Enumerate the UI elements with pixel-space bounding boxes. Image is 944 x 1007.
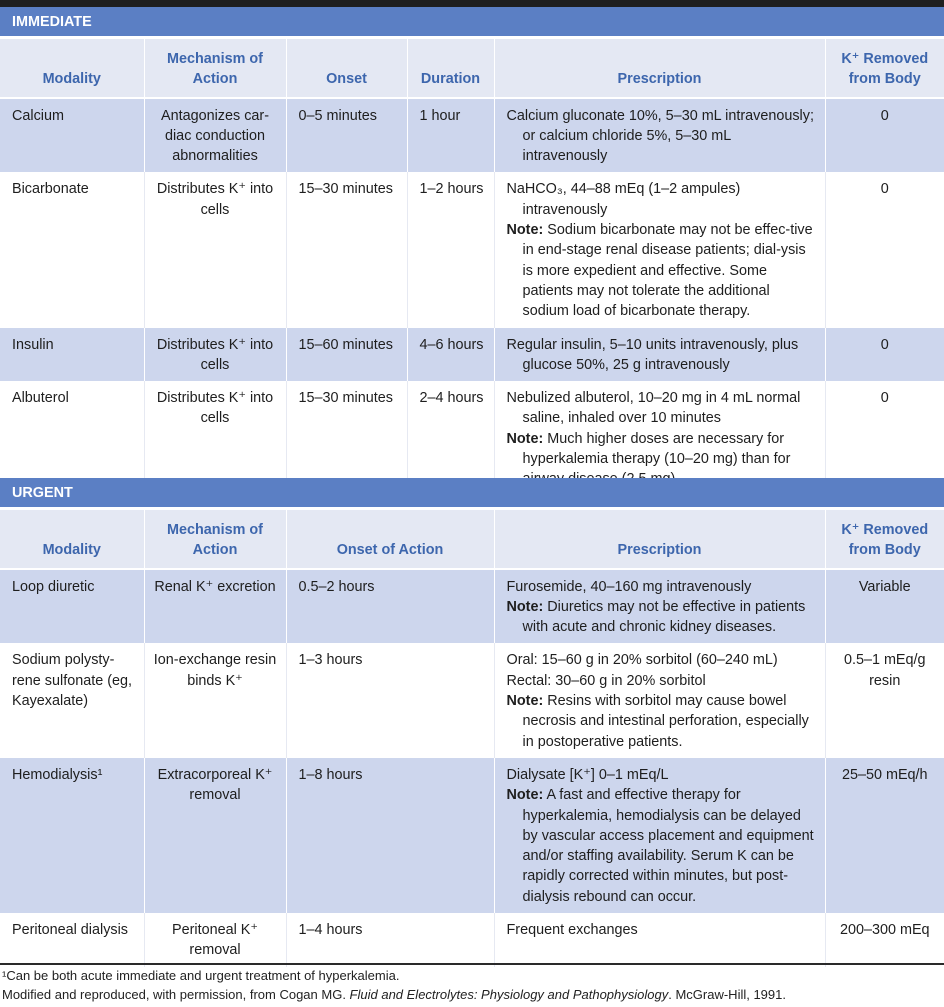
cell-removed: 200–300 mEq (825, 913, 944, 967)
note-text: Diuretics may not be effective in patients with acute and chronic kidney diseases. (522, 598, 806, 636)
cell-modality: Calcium (0, 98, 144, 173)
cell-mechanism: Distributes K⁺ into cells (144, 172, 286, 327)
table-row (0, 328, 944, 382)
cell-prescription (494, 758, 825, 913)
note-label: Note: (506, 598, 544, 615)
column-header: K⁺ Removed from Body (825, 38, 944, 98)
note-text: Resins with sorbitol may cause bowel necrosis and intestinal perforation, especially in postoperative patients. (522, 693, 809, 750)
cell-prescription (494, 913, 825, 967)
prescription-line: NaHCO₃, 44–88 mEq (1–2 ampules) intravenously (506, 181, 741, 218)
footnote-1: ¹Can be both acute immediate and urgent treatment of hyperkalemia. (2, 968, 400, 983)
prescription-line: Oral: 15–60 g in 20% sorbitol (60–240 mL) (506, 652, 778, 669)
table-row (0, 172, 944, 327)
prescription-note (507, 597, 819, 638)
cell-onset: 15–60 minutes (286, 328, 407, 382)
column-header: Modality (0, 509, 144, 569)
urgent-table (0, 478, 944, 967)
cell-prescription (494, 98, 825, 173)
column-header: Mechanism of Action (144, 38, 286, 98)
prescription-line: Calcium gluconate 10%, 5–30 mL intravenously; or calcium chloride 5%, 5–30 mL intravenously (506, 107, 814, 165)
column-header: Duration (407, 38, 494, 98)
prescription-line: Rectal: 30–60 g in 20% sorbitol (506, 672, 706, 689)
prescription-note (507, 785, 819, 907)
section-title-urgent: URGENT (0, 478, 944, 509)
prescription-line: Dialysate [K⁺] 0–1 mEq/L (506, 766, 669, 783)
cell-mechanism: Distributes K⁺ into cells (144, 328, 286, 382)
cell-onset: 15–30 minutes (286, 381, 407, 495)
prescription-line: Nebulized albuterol, 10–20 mg in 4 mL normal saline, inhaled over 10 minutes (506, 390, 801, 427)
note-label: Note: (506, 693, 544, 710)
cell-modality: Insulin (0, 328, 144, 382)
cell-duration: 4–6 hours (407, 328, 494, 382)
cell-duration: 1–2 hours (407, 172, 494, 327)
cell-removed: 0 (825, 172, 944, 327)
cell-onset: 15–30 minutes (286, 172, 407, 327)
cell-mechanism: Distributes K⁺ into cells (144, 381, 286, 495)
prescription-note (507, 220, 819, 321)
cell-removed: 0 (825, 328, 944, 382)
table-row (0, 98, 944, 173)
cell-removed: 0.5–1 mEq/g resin (825, 643, 944, 757)
cell-removed: 25–50 mEq/h (825, 758, 944, 913)
cell-duration: 1 hour (407, 98, 494, 173)
footnotes (0, 963, 944, 1004)
footnote-source: Modified and reproduced, with permission, from Cogan MG. Fluid and Electrolytes: Physiology and Pathophysiology. McGraw-Hill, 1991. (2, 986, 786, 1002)
column-header: Prescription (494, 509, 825, 569)
note-text: Much higher doses are necessary for hyperkalemia therapy (10–20 mg) than for (522, 430, 791, 468)
cell-onset: 0–5 minutes (286, 98, 407, 173)
cell-removed: 0 (825, 381, 944, 495)
cell-modality: Albuterol (0, 381, 144, 495)
prescription-line: Furosemide, 40–160 mg intravenously (506, 578, 752, 595)
top-rule (0, 0, 944, 7)
cell-onset: 1–4 hours (286, 913, 494, 967)
cell-duration: 2–4 hours (407, 381, 494, 495)
cell-mechanism: Antagonizes car-diac conduction abnormalities (144, 98, 286, 173)
prescription-line: Frequent exchanges (506, 922, 638, 939)
cell-mechanism: Renal K⁺ excretion (144, 569, 286, 644)
prescription-line: Regular insulin, 5–10 units intravenously, plus glucose 50%, 25 g intravenously (506, 336, 799, 373)
cell-prescription (494, 172, 825, 327)
cell-mechanism: Extracorporeal K⁺ removal (144, 758, 286, 913)
immediate-table (0, 7, 944, 496)
note-text: A fast and effective therapy for hyperkalemia, hemodialysis can be delayed by vascular access placement and equipment and/or staffing availability. Serum K can be rapidly corrected within minutes, but post-dialysis rebound can occur. (522, 787, 814, 905)
column-header: Modality (0, 38, 144, 98)
column-header: Onset (286, 38, 407, 98)
cell-prescription (494, 328, 825, 382)
cell-removed: 0 (825, 98, 944, 173)
note-label: Note: (506, 222, 544, 239)
cell-mechanism: Ion-exchange resin binds K⁺ (144, 643, 286, 757)
cell-modality: Hemodialysis¹ (0, 758, 144, 913)
table-row (0, 643, 944, 757)
table-row (0, 913, 944, 967)
column-header: Prescription (494, 38, 825, 98)
cell-onset: 1–8 hours (286, 758, 494, 913)
note-label: Note: (506, 430, 544, 447)
prescription-note (507, 691, 819, 752)
note-text: Sodium bicarbonate may not be effec-tive in end-stage renal disease patients; dial-ysis is more expedient and effective. Some patients may not tolerate the additional sodium load of bicarbonate therapy. (522, 222, 813, 320)
cell-mechanism: Peritoneal K⁺ removal (144, 913, 286, 967)
cell-modality: Bicarbonate (0, 172, 144, 327)
cell-removed: Variable (825, 569, 944, 644)
cell-onset: 1–3 hours (286, 643, 494, 757)
cell-onset: 0.5–2 hours (286, 569, 494, 644)
section-title-immediate: IMMEDIATE (0, 7, 944, 38)
note-label: Note: (506, 787, 544, 804)
cell-modality: Loop diuretic (0, 569, 144, 644)
cell-prescription (494, 569, 825, 644)
column-header: Mechanism of Action (144, 509, 286, 569)
cell-modality: Sodium polysty-rene sulfonate (eg, Kayexalate) (0, 643, 144, 757)
cell-modality: Peritoneal dialysis (0, 913, 144, 967)
column-header: Onset of Action (286, 509, 494, 569)
table-row (0, 758, 944, 913)
table-row (0, 569, 944, 644)
column-header: K⁺ Removed from Body (825, 509, 944, 569)
cell-prescription (494, 643, 825, 757)
